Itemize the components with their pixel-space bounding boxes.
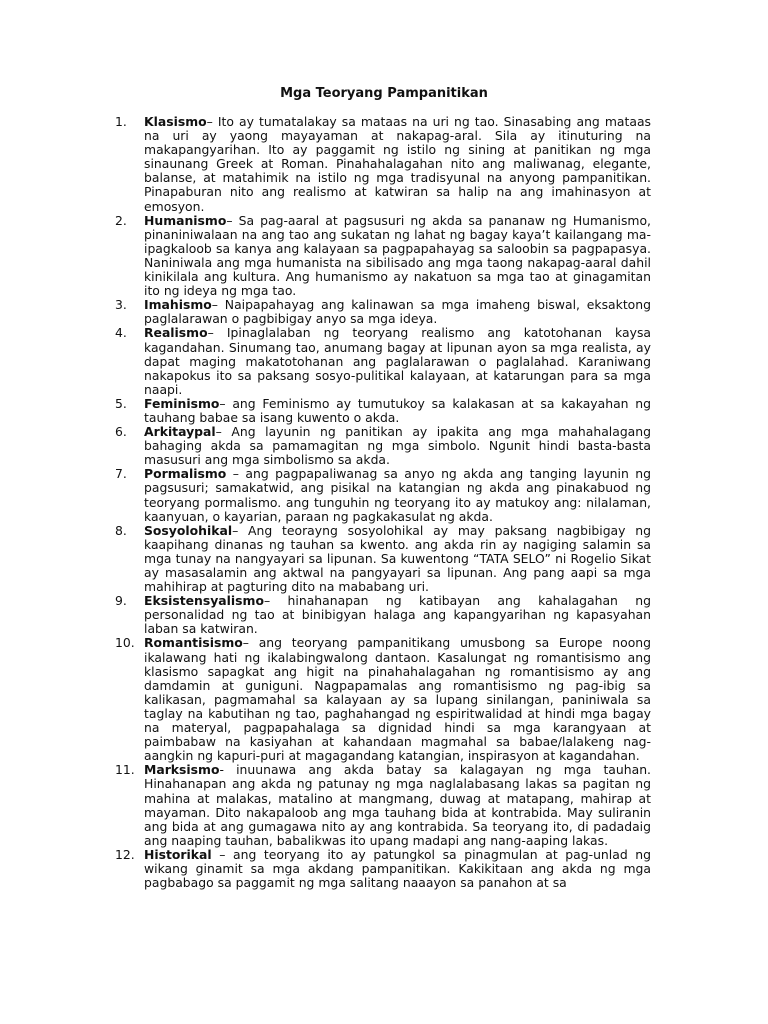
item-text: – Ito ay tumatalakay sa mataas na uri ng tao. Sinasabing ang mataas na uri ay yaong mayayaman at nakapag-aral. Sila ay itinuturing na makapangyarihan. Ito ay paggamit ng istilo ng sining at panitikan ng mga sinaunang Greek at Roman. Pinahahalagahan nito ang maliwanag, elegante, balanse, at matahimik na istilo ng mga tradisyunal na anyong pampanitikan. Pinapaburan nito ang realismo at katwiran sa halip na ang imahinasyon at emosyon. — [144, 114, 651, 214]
item-term: Humanismo — [144, 212, 227, 228]
list-item-humanismo — [112, 214, 651, 299]
item-number: 9. — [115, 593, 127, 609]
theory-list — [112, 115, 651, 890]
item-text: – Ang layunin ng panitikan ay ipakita ang mga mahahalagang bahaging akda sa pamamagitan ng mga simbolo. Ngunit hindi basta-basta masusuri ang mga simbolismo sa akda. — [144, 424, 651, 468]
item-text: – Sa pag-aaral at pagsusuri ng akda sa pananaw ng Humanismo, pinaniniwalaan na ang tao ang sukatan ng lahat ng bagay kaya’t kailangang ma-ipagkaloob sa kanya ang kalayaan sa pagpapahayag sa saloobin sa pagpapasya. Naniniwala ang mga humanista na sibilisado ang mga taong nakapag-aaral dahil kinikilala ang kultura. Ang humanismo ay nakatuon sa mga tao at ginagamitan ito ng ideya ng mga tao. — [144, 212, 651, 299]
item-term: Feminismo — [144, 395, 220, 411]
item-number: 12. — [115, 846, 135, 862]
item-text: – ang teoryang ito ay patungkol sa pinagmulan at pag-unlad ng wikang ginamit sa mga akdang pampanitikan. Kakikitaan ang akda ng mga pagbabago sa paggamit ng mga salitang naaayon sa panahon at sa — [144, 846, 651, 891]
item-number: 4. — [115, 325, 127, 341]
item-term: Imahismo — [144, 297, 212, 313]
item-number: 11. — [115, 762, 135, 778]
item-term: Sosyolohikal — [144, 522, 233, 538]
item-term: Romantisismo — [144, 635, 243, 651]
item-text: – Ipinaglalaban ng teoryang realismo ang katotohanan kaysa kagandahan. Sinumang tao, anumang bagay at lipunan ayon sa mga realista, ay dapat maging makatotohanan ang paglalarawan o paglalahad. Karaniwang nakapokus ito sa paksang sosyo-pulitikal kalayaan, at katarungan para sa mga naapi. — [144, 325, 651, 397]
list-item-feminismo — [112, 397, 651, 425]
list-item-historikal — [112, 848, 651, 890]
list-item-imahismo — [112, 298, 651, 326]
item-number: 2. — [115, 212, 127, 228]
item-text: – Naipapahayag ang kalinawan sa mga imaheng biswal, eksaktong paglalarawan o pagbibigay anyo sa mga ideya. — [144, 297, 651, 327]
item-text: – ang pagpapaliwanag sa anyo ng akda ang tanging layunin ng pagsusuri; samakatwid, ang pisikal na katangian ng akda ang pinakabuod ng teoryang pormalismo. ang tunguhin ng teoryang ito ay matukoy ang: nilalaman, kaanyuan, o kayarian, paraan ng pagkakasulat ng akda. — [144, 466, 651, 524]
item-text: – ang Feminismo ay tumutukoy sa kalakasan at sa kakayahan ng tauhang babae sa isang kuwento o akda. — [144, 395, 651, 425]
item-term: Marksismo — [144, 762, 220, 778]
item-number: 7. — [115, 466, 127, 482]
item-term: Eksistensyalismo — [144, 593, 264, 609]
list-item-klasismo — [112, 115, 651, 214]
list-item-romantisismo — [112, 636, 651, 763]
list-item-arkitaypal — [112, 425, 651, 467]
item-text: – hinahanapan ng katibayan ang kahalagahan ng personalidad ng tao at binibigyan halaga ang kapangyarihan ng kapasyahan laban sa katwiran. — [144, 593, 651, 637]
list-item-eksistensyalismo — [112, 594, 651, 636]
list-item-pormalismo — [112, 467, 651, 523]
item-term: Arkitaypal — [144, 424, 216, 440]
document-title: Mga Teoryang Pampanitikan — [280, 86, 488, 101]
item-text: – ang teoryang pampanitikang umusbong sa Europe noong ikalawang hati ng ikalabingwalong dantaon. Kasalungat ng romantisismo ang klasismo sapagkat ang higit na pinahahalagahan ng romantisismo ay ang damdamin at guniguni. Nagpapamalas ang romantisismo ng pag-ibig sa kalikasan, pagmamahal sa kalayaan ay sa lupang sinilangan, paniniwala sa taglay na kabutihan ng tao, paghahangad ng espiritwalidad at hindi mga bagay na materyal, pagpapahalaga sa dignidad hindi sa mga karangyaan at paimbabaw na kasiyahan at kahandaan magmahal sa babae/lalakeng nag-aangkin ng kapuri-puri at magagandang katangian, inspirasyon at kagandahan. — [144, 635, 651, 764]
item-term: Historikal — [144, 846, 212, 862]
item-number: 10. — [115, 635, 135, 651]
item-number: 8. — [115, 522, 127, 538]
list-item-marksismo — [112, 763, 651, 848]
item-text: – Ang teorayng sosyolohikal ay may paksang nagbibigay ng kaapihang dinanas ng tauhan sa kwento. ang akda rin ay nagiging salamin sa mga tunay na nangyayari sa lipunan. Sa kuwentong “TATA SELO” ni Rogelio Sikat ay masasalamin ang aktwal na pangyayari sa lipunan. Ang pang aapi sa mga mahihirap at pagturing dito na mababang uri. — [144, 522, 651, 595]
item-term: Klasismo — [144, 114, 207, 129]
item-number: 6. — [115, 424, 127, 440]
item-number: 1. — [115, 114, 127, 129]
item-number: 5. — [115, 395, 127, 411]
list-item-sosyolohikal — [112, 524, 651, 594]
list-item-realismo — [112, 326, 651, 396]
item-number: 3. — [115, 297, 127, 313]
item-term: Realismo — [144, 325, 208, 341]
item-text: - inuunawa ang akda batay sa kalagayan ng mga tauhan. Hinahanapan ang akda ng patunay ng mga naglalabasang lakas sa pagitan ng mahina at malakas, matalino at mangmang, duwag at matapang, mahirap at mayaman. Dito nakapaloob ang mga tauhang bida at kontrabida. May suliranin ang bida at ang gumagawa nito ay ang kontrabida. Sa teoryang ito, di padadaig ang naaping tauhan, babalikwas ito upang madapi ang nang-aaping lakas. — [144, 762, 651, 848]
item-term: Pormalismo — [144, 466, 227, 482]
